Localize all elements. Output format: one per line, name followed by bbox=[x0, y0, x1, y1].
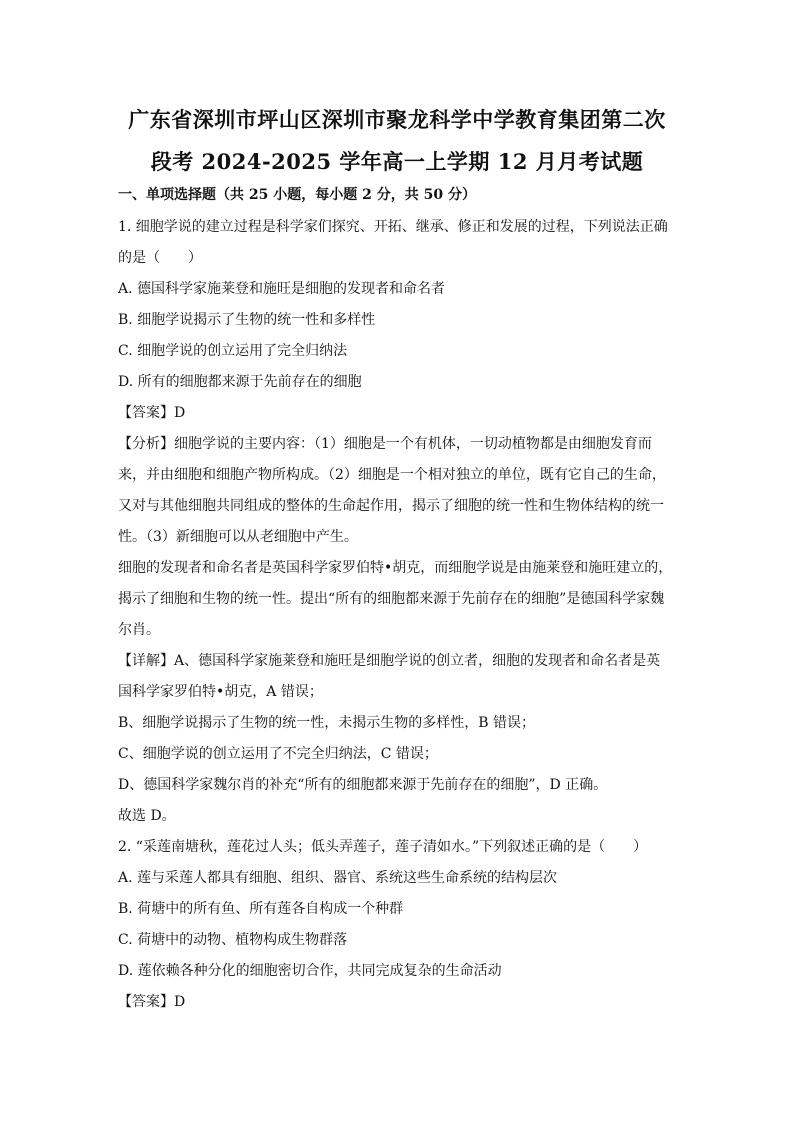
question-2-answer: 【答案】D bbox=[118, 994, 186, 1010]
question-1-analysis-line: 又对与其他细胞共同组成的整体的生命起作用，揭示了细胞的统一性和生物体结构的统一 bbox=[118, 498, 664, 514]
question-1-stem-line-2: 的是（ ） bbox=[118, 250, 202, 266]
question-1-detail-line: D、德国科学家魏尔肖的补充“所有的细胞都来源于先前存在的细胞”，D 正确。 bbox=[118, 777, 608, 793]
question-1-option-c: C. 细胞学说的创立运用了完全归纳法 bbox=[118, 343, 348, 359]
document-title-line-2: 段考 2024-2025 学年高一上学期 12 月月考试题 bbox=[150, 149, 644, 174]
question-1-analysis-line: 细胞的发现者和命名者是英国科学家罗伯特•胡克，而细胞学说是由施莱登和施旺建立的， bbox=[118, 560, 673, 576]
section-heading: 一、单项选择题（共 25 小题，每小题 2 分，共 50 分） bbox=[118, 187, 476, 203]
question-1-detail-line: 故选 D。 bbox=[118, 808, 176, 824]
question-1-detail-line: 国科学家罗伯特•胡克，A 错误； bbox=[118, 684, 323, 700]
question-1-detail-line: B、细胞学说揭示了生物的统一性，未揭示生物的多样性，B 错误； bbox=[118, 715, 536, 731]
document-title-line-1: 广东省深圳市坪山区深圳市聚龙科学中学教育集团第二次 bbox=[128, 107, 666, 132]
question-1-analysis-line: 尔肖。 bbox=[118, 622, 160, 638]
question-2-option-d: D. 莲依赖各种分化的细胞密切合作，共同完成复杂的生命活动 bbox=[118, 963, 502, 979]
question-1-stem-line-1: 1. 细胞学说的建立过程是科学家们探究、开拓、继承、修正和发展的过程，下列说法正确 bbox=[118, 219, 668, 235]
question-1-option-b: B. 细胞学说揭示了生物的统一性和多样性 bbox=[118, 312, 376, 328]
question-1-option-d: D. 所有的细胞都来源于先前存在的细胞 bbox=[118, 374, 362, 390]
question-1-analysis-line: 【分析】细胞学说的主要内容：（1）细胞是一个有机体，一切动植物都是由细胞发育而 bbox=[118, 436, 652, 452]
question-1-detail-line: C、细胞学说的创立运用了不完全归纳法，C 错误； bbox=[118, 746, 438, 762]
question-1-option-a: A. 德国科学家施莱登和施旺是细胞的发现者和命名者 bbox=[118, 281, 446, 297]
question-1-answer: 【答案】D bbox=[118, 405, 186, 421]
question-1-analysis-line: 揭示了细胞和生物的统一性。提出“所有的细胞都来源于先前存在的细胞”是德国科学家魏 bbox=[118, 591, 665, 607]
question-2-option-b: B. 荷塘中的所有鱼、所有莲各自构成一个种群 bbox=[118, 901, 404, 917]
question-1-detail-line: 【详解】A、德国科学家施莱登和施旺是细胞学说的创立者，细胞的发现者和命名者是英 bbox=[118, 653, 661, 669]
question-1-analysis-line: 性。（3）新细胞可以从老细胞中产生。 bbox=[118, 529, 358, 545]
question-2-option-a: A. 莲与采莲人都具有细胞、组织、器官、系统这些生命系统的结构层次 bbox=[118, 870, 558, 886]
question-2-stem: 2. “采莲南塘秋，莲花过人头；低头弄莲子，莲子清如水。”下列叙述正确的是（ ） bbox=[118, 839, 648, 855]
question-2-option-c: C. 荷塘中的动物、植物构成生物群落 bbox=[118, 932, 348, 948]
question-1-analysis-line: 来，并由细胞和细胞产物所构成。（2）细胞是一个相对独立的单位，既有它自己的生命， bbox=[118, 467, 666, 483]
